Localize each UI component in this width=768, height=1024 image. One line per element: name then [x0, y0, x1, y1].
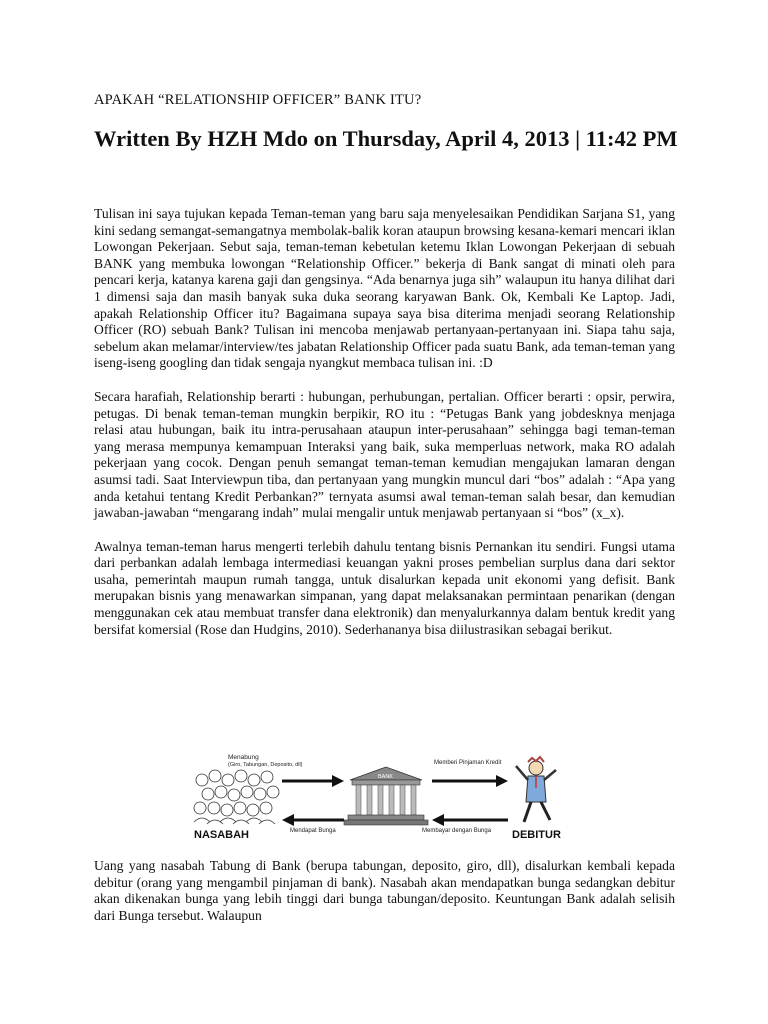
debitur-label: DEBITUR [512, 829, 561, 841]
membayar-bunga-label: Membayar dengan Bunga [422, 828, 492, 834]
mendapat-bunga-label: Mendapat Bunga [290, 828, 336, 834]
nasabah-label: NASABAH [194, 829, 249, 841]
article-body [94, 206, 675, 655]
article-headline: Written By HZH Mdo on Thursday, April 4, 2013 | 11:42 PM [94, 126, 678, 151]
arrow-to-bank-head [332, 775, 344, 787]
memberi-pinjaman-label: Memberi Pinjaman Kredit [434, 760, 502, 766]
bank-flow-diagram [190, 750, 580, 850]
article-kicker: APAKAH “RELATIONSHIP OFFICER” BANK ITU? [94, 92, 422, 108]
arrow-to-debitur-head [496, 775, 508, 787]
arrow-to-bank-return-head [432, 814, 444, 826]
article-body-continued [94, 858, 675, 924]
bank-label: BANK [378, 774, 393, 780]
crowd-illustration [194, 770, 279, 824]
menabung-sublabel: (Giro, Tabungan, Deposito, dll) [228, 762, 303, 768]
arrow-to-nasabah-head [282, 814, 294, 826]
paragraph-banking-function: Awalnya teman-teman harus mengerti terlebih dahulu tentang bisnis Pernankan itu sendiri. Fungsi utama dari perbankan adalah lembaga intermediasi keuangan yakni proses pembelian surplus dana dari sektor usaha, pemerintah maupun rumah tangga, untuk disalurkan kepada unit ekonomi yang defisit. Bank merupakan bisnis yang menawarkan simpanan, yang dapat melaksanakan permintaan penarikan (dengan menggunakan cek atau membuat transfer dana elektronik) dan menyalurkannya dalam bentuk kredit yang bersifat komersial (Rose dan Hudgins, 2010). Sederhananya bisa diilustrasikan sebagai berikut. [94, 538, 675, 637]
paragraph-intro: Tulisan ini saya tujukan kepada Teman-teman yang baru saja menyelesaikan Pendidikan Sarjana S1, yang kini sedang semangat-semangatnya membolak-balik koran ataupun browsing kesana-kemari mencari iklan Lowongan Pekerjaan. Sebut saja, teman-teman kebetulan ketemu Iklan Lowongan Pekerjaan di sebuah BANK yang membuka lowongan “Relationship Officer.” bekerja di Bank sangat di minati oleh para pencari kerja, katanya karena gaji dan gengsinya. “Ada benarnya juga sih” walaupun itu hanya dilihat dari 1 dimensi saja dan masih banyak suka duka seorang karyawan Bank. Ok, Kembali Ke Laptop. Jadi, apakah Relationship Officer itu? Bagaimana supaya saya bisa diterima menjadi seorang Relationship Officer (RO) sebuah Bank? Tulisan ini mencoba menjawab pertanyaan-pertanyaan ini. Siapa tahu saja, sebelum akan melamar/interview/tes jabatan Relationship Officer pada suatu Bank, ada teman-teman yang iseng-iseng googling dan tidak sengaja nyangkut membaca tulisan ini. :D [94, 206, 675, 371]
menabung-label: Menabung [228, 754, 259, 761]
paragraph-definition: Secara harafiah, Relationship berarti : hubungan, perhubungan, pertalian. Officer berarti : opsir, perwira, petugas. Di benak teman-teman mungkin berpikir, RO itu : “Petugas Bank yang jobdesknya menjaga relasi atau hubungan, baik itu intra-perusahaan ataupun inter-perusahaan” sehingga bagi teman-teman yang merasa mempunya kemampuan Interaksi yang baik, suka memperluas network, maka RO adalah pekerjaan yang cocok. Dengan penuh semangat teman-teman kemudian mengajukan lamaran dengan asumsi tadi. Saat Interviewpun tiba, dan pertanyaan yang mungkin muncul dari “bos” adalah : “Apa yang anda ketahui tentang Kredit Perbankan?” ternyata asumsi awal teman-teman salah besar, dan kemudian jawaban-jawaban “mengarang indah” mulai mengalir untuk menjawab pertanyaan si “bos” (x_x). [94, 388, 675, 521]
debitur-person-icon [516, 757, 556, 822]
paragraph-closing: Uang yang nasabah Tabung di Bank (berupa tabungan, deposito, giro, dll), disalurkan kembali kepada debitur (orang yang mengambil pinjaman di bank). Nasabah akan mendapatkan bunga sedangkan debitur akan dikenakan bunga yang lebih tinggi dari bunga tabungan/deposito. Keuntungan Bank adalah selisih dari Bunga tersebut. Walaupun [94, 858, 675, 923]
